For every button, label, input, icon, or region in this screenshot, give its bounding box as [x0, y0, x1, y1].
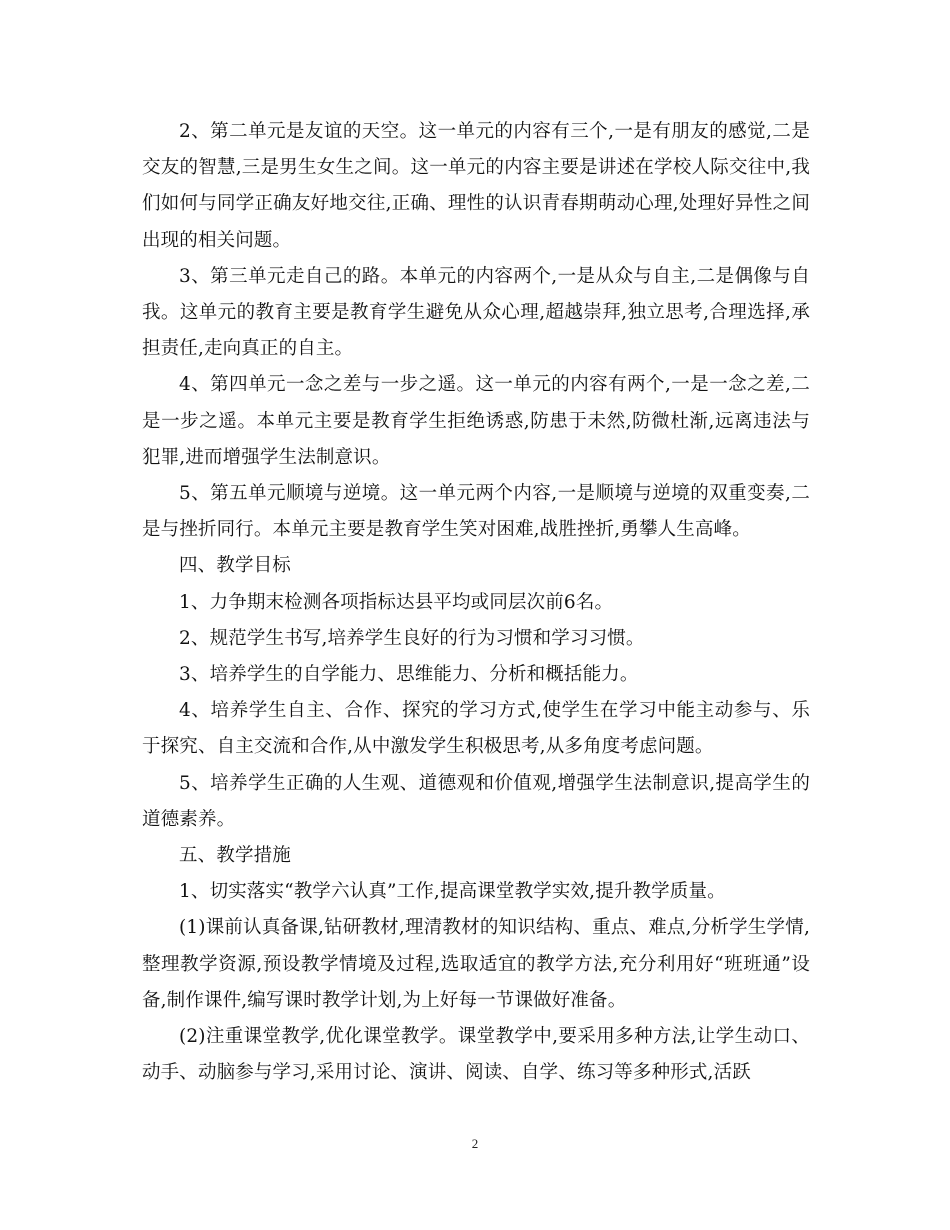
goal-item-1: 1、力争期末检测各项指标达县平均或同层次前6名。	[179, 591, 614, 613]
goal-item-3: 3、培养学生的自学能力、思维能力、分析和概括能力。	[179, 664, 639, 686]
goal-item-5: 5、培养学生正确的人生观、道德观和价值观,增强学生法制意识,提高学生的道德素养。	[142, 772, 810, 830]
page-number: 2	[471, 1136, 479, 1151]
goal-item-4: 4、培养学生自主、合作、探究的学习方式,使学生在学习中能主动参与、乐于探究、自主交流和合作,从中激发学生积极思考,从多角度考虑问题。	[142, 700, 810, 758]
goal-item-2: 2、规范学生书写,培养学生良好的行为习惯和学习习惯。	[179, 627, 645, 649]
paragraph-unit-5: 5、第五单元顺境与逆境。这一单元两个内容,一是顺境与逆境的双重变奏,二是与挫折同行。本单元主要是教育学生笑对困难,战胜挫折,勇攀人生高峰。	[142, 483, 810, 541]
paragraph-unit-3: 3、第三单元走自己的路。本单元的内容两个,一是从众与自主,二是偶像与自我。这单元的教育主要是教育学生避免从众心理,超越崇拜,独立思考,合理选择,承担责任,走向真正的自主。	[142, 265, 810, 360]
section-heading-goals: 四、教学目标	[179, 555, 291, 577]
measure-subitem-2: (2)注重课堂教学,优化课堂教学。课堂教学中,要采用多种方法,让学生动口、动手、动脑参与学习,采用讨论、演讲、阅读、自学、练习等多种形式,活跃	[142, 1026, 810, 1084]
measure-subitem-1: (1)课前认真备课,钻研教材,理清教材的知识结构、重点、难点,分析学生学情,整理教学资源,预设教学情境及过程,选取适宜的教学方法,充分利用好“班班通”设备,制作课件,编写课时教学计划,为上好每一节课做好准备。	[142, 917, 810, 1011]
body-text	[142, 114, 810, 1091]
measure-item-1: 1、切实落实“教学六认真”工作,提高课堂教学实效,提升教学质量。	[179, 881, 726, 903]
paragraph-unit-4: 4、第四单元一念之差与一步之遥。这一单元的内容有两个,一是一念之差,二是一步之遥。本单元主要是教育学生拒绝诱惑,防患于未然,防微杜渐,远离违法与犯罪,进而增强学生法制意识。	[142, 374, 810, 468]
paragraph-unit-2: 2、第二单元是友谊的天空。这一单元的内容有三个,一是有朋友的感觉,二是交友的智慧,三是男生女生之间。这一单元的内容主要是讲述在学校人际交往中,我们如何与同学正确友好地交往,正确、理性的认识青春期萌动心理,处理好异性之间出现的相关问题。	[142, 121, 810, 251]
section-heading-measures: 五、教学措施	[179, 845, 291, 867]
